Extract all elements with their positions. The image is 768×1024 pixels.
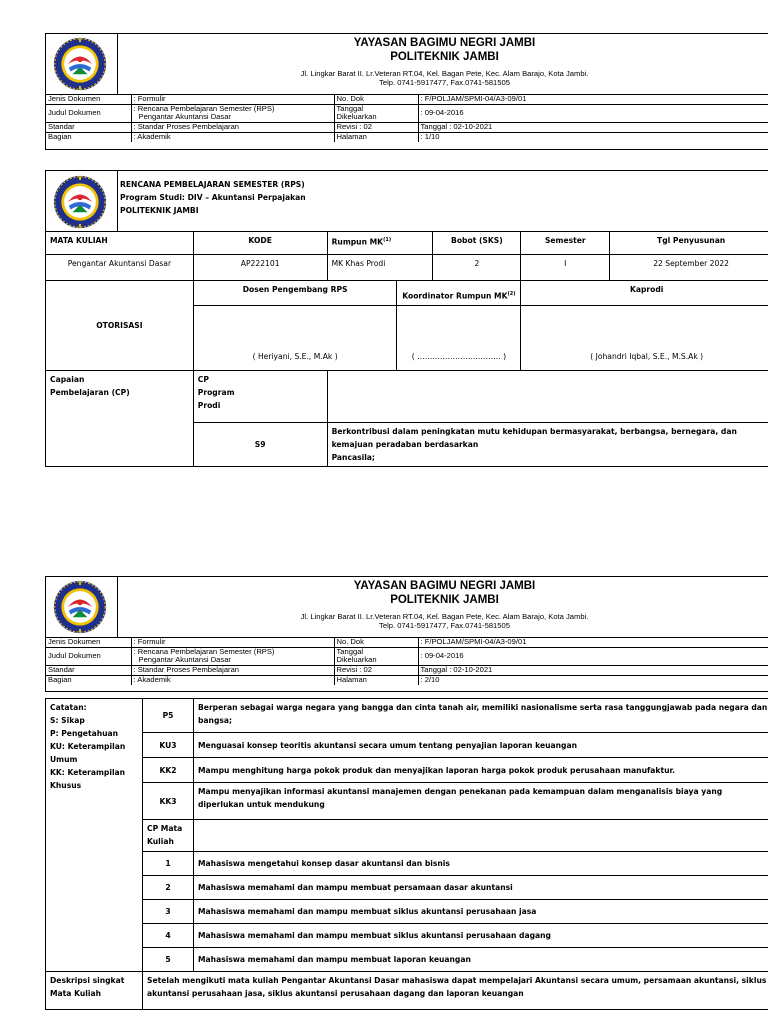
nodok-value: : F/POLJAM/SPMI-04/A3-09/01 bbox=[418, 637, 768, 647]
judul-label: Judul Dokumen bbox=[46, 104, 131, 122]
s9-code: S9 bbox=[193, 422, 327, 466]
halaman-label: Halaman bbox=[334, 132, 418, 142]
cpmk-text: Mahasiswa memahami dan mampu membuat laporan keuangan bbox=[194, 948, 768, 972]
ku3-code: KU3 bbox=[143, 733, 194, 758]
desc-label: Deskripsi singkat Mata Kuliah bbox=[46, 972, 143, 1010]
ku3-text: Menguasai konsep teoritis akuntansi secara umum tentang penyajian laporan keuangan bbox=[194, 733, 768, 758]
p5-code: P5 bbox=[143, 699, 194, 733]
kaprodi-label: Kaprodi bbox=[521, 281, 768, 306]
note-line: KK: Keterampilan bbox=[50, 768, 126, 777]
col-bobot: Bobot (SKS) bbox=[433, 232, 521, 255]
dosen-name: ( Heriyani, S.E., M.Ak ) bbox=[193, 305, 397, 370]
standar-label: Standar bbox=[46, 122, 131, 132]
kk2-code: KK2 bbox=[143, 758, 194, 783]
notes-cell bbox=[46, 699, 143, 972]
note-line: Khusus bbox=[50, 781, 82, 790]
nodok-label: No. Dok bbox=[334, 637, 418, 647]
standar-value: : Standar Proses Pembelajaran bbox=[131, 665, 334, 675]
judul-value: : Rencana Pembelajaran Semester (RPS) Pengantar Akuntansi Dasar bbox=[131, 647, 334, 665]
jenis-label: Jenis Dokumen bbox=[46, 94, 131, 104]
judul-value: : Rencana Pembelajaran Semester (RPS) Pengantar Akuntansi Dasar bbox=[131, 104, 334, 122]
revisi-value: Tanggal : 02-10-2021 bbox=[418, 665, 768, 675]
cpmk-text: Mahasiswa memahami dan mampu membuat siklus akuntansi perusahaan jasa bbox=[194, 900, 768, 924]
col-rumpun: Rumpun MK$^{(1)}$ bbox=[327, 232, 433, 255]
rps-logo-icon bbox=[46, 171, 118, 232]
tanggal-value: : 09-04-2016 bbox=[418, 647, 768, 665]
bagian-label: Bagian bbox=[46, 132, 131, 142]
revisi-label: Revisi : 02 bbox=[334, 122, 418, 132]
kaprodi-name: ( Johandri Iqbal, S.E., M.S.Ak ) bbox=[521, 305, 768, 370]
header-top bbox=[46, 34, 768, 95]
cp-label: Capaian Pembelajaran (CP) bbox=[46, 370, 194, 466]
rps-title: RENCANA PEMBELAJARAN SEMESTER (RPS) bbox=[120, 180, 305, 189]
cpmk-no: 3 bbox=[143, 900, 194, 924]
koord-name: ( …………………………… ) bbox=[397, 305, 521, 370]
institution-name: POLITEKNIK JAMBI bbox=[390, 594, 499, 606]
cp-prodi-cell bbox=[327, 370, 768, 422]
cpmk-label: CP Mata Kuliah bbox=[143, 820, 194, 852]
note-line: Catatan: bbox=[50, 703, 87, 712]
note-line: S: Sikap bbox=[50, 716, 85, 725]
rps-course-table bbox=[45, 231, 768, 467]
col-semester: Semester bbox=[521, 232, 610, 255]
bagian-label: Bagian bbox=[46, 675, 131, 685]
address: Jl. Lingkar Barat II. Lr.Veteran RT.04, Kel. Bagan Pete, Kec. Alam Barajo, Kota Jambi. bbox=[300, 69, 589, 78]
foundation-name: YAYASAN BAGIMU NEGRI JAMBI bbox=[353, 580, 536, 592]
col-kode: KODE bbox=[193, 232, 327, 255]
standar-label: Standar bbox=[46, 665, 131, 675]
halaman-label: Halaman bbox=[334, 675, 418, 685]
revisi-label: Revisi : 02 bbox=[334, 665, 418, 675]
cp-prodi-label: CP Program Prodi bbox=[193, 370, 327, 422]
kk2-text: Mampu menghitung harga pokok produk dan menyajikan laporan harga pokok produk perusahaan manufaktur. bbox=[194, 758, 768, 783]
jenis-value: : Formulir bbox=[131, 637, 334, 647]
cpmk-text: Mahasiswa memahami dan mampu membuat siklus akuntansi perusahaan dagang bbox=[194, 924, 768, 948]
desc-text: Setelah mengikuti mata kuliah Pengantar Akuntansi Dasar mahasiswa dapat mempelajari Akuntansi secara umum, persamaan akuntansi, siklus akuntansi perusahaan jasa, siklus akuntansi perusahaan dagang dan laporan keuangan bbox=[143, 972, 768, 1010]
cpmk-no: 2 bbox=[143, 876, 194, 900]
address: Jl. Lingkar Barat II. Lr.Veteran RT.04, Kel. Bagan Pete, Kec. Alam Barajo, Kota Jambi. bbox=[300, 612, 589, 621]
col-tgl: Tgl Penyusunan bbox=[610, 232, 768, 255]
standar-value: : Standar Proses Pembelajaran bbox=[131, 122, 334, 132]
cpmk-no: 1 bbox=[143, 852, 194, 876]
notes-list bbox=[50, 701, 138, 792]
note-line: Umum bbox=[50, 755, 78, 764]
document-meta-table bbox=[46, 637, 768, 685]
p5-text: Berperan sebagai warga negara yang bangga dan cinta tanah air, memiliki nasionalisme serta rasa tanggungjawab pada negara dan bangsa; bbox=[194, 699, 768, 733]
halaman-value: : 1/10 bbox=[418, 132, 768, 142]
page-1-header bbox=[45, 33, 768, 150]
note-line: KU: Keterampilan bbox=[50, 742, 126, 751]
phone: Telp. 0741-5917477, Fax.0741-581505 bbox=[379, 621, 510, 630]
cpmk-no: 4 bbox=[143, 924, 194, 948]
rps-program: Program Studi: DIV – Akuntansi Perpajakan bbox=[120, 193, 306, 202]
jenis-value: : Formulir bbox=[131, 94, 334, 104]
phone: Telp. 0741-5917477, Fax.0741-581505 bbox=[379, 78, 510, 87]
koord-label: Koordinator Rumpun MK$^{(2)}$ bbox=[397, 281, 521, 306]
cpmk-no: 5 bbox=[143, 948, 194, 972]
nodok-value: : F/POLJAM/SPMI-04/A3-09/01 bbox=[418, 94, 768, 104]
course-semester: I bbox=[521, 255, 610, 281]
cp-detail-table bbox=[45, 698, 768, 1010]
s9-text: Berkontribusi dalam peningkatan mutu kehidupan bermasyarakat, berbangsa, bernegara, dan kemajuan peradaban berdasarkan Pancasila; bbox=[327, 422, 768, 466]
rps-school: POLITEKNIK JAMBI bbox=[120, 206, 199, 215]
note-line: P: Pengetahuan bbox=[50, 729, 119, 738]
course-name: Pengantar Akuntansi Dasar bbox=[46, 255, 194, 281]
course-code: AP222101 bbox=[193, 255, 327, 281]
col-mata-kuliah: MATA KULIAH bbox=[46, 232, 194, 255]
revisi-value: Tanggal : 02-10-2021 bbox=[418, 122, 768, 132]
tanggal-value: : 09-04-2016 bbox=[418, 104, 768, 122]
institution-logo-icon bbox=[46, 34, 118, 94]
cpmk-text: Mahasiswa mengetahui konsep dasar akuntansi dan bisnis bbox=[194, 852, 768, 876]
page-2-header bbox=[45, 576, 768, 692]
halaman-value: : 2/10 bbox=[418, 675, 768, 685]
tanggal-label: Tanggal Dikeluarkan bbox=[334, 104, 418, 122]
course-date: 22 September 2022 bbox=[610, 255, 768, 281]
cpmk-label-cell bbox=[194, 820, 768, 852]
cpmk-text: Mahasiswa memahami dan mampu membuat persamaan dasar akuntansi bbox=[194, 876, 768, 900]
rps-title-block bbox=[45, 170, 768, 232]
jenis-label: Jenis Dokumen bbox=[46, 637, 131, 647]
header-top bbox=[46, 577, 768, 638]
kk3-code: KK3 bbox=[143, 783, 194, 820]
bagian-value: : Akademik bbox=[131, 132, 334, 142]
bagian-value: : Akademik bbox=[131, 675, 334, 685]
dosen-label: Dosen Pengembang RPS bbox=[193, 281, 397, 306]
foundation-name: YAYASAN BAGIMU NEGRI JAMBI bbox=[353, 37, 536, 49]
document-meta-table bbox=[46, 94, 768, 142]
otorisasi-label: OTORISASI bbox=[46, 281, 194, 371]
judul-label: Judul Dokumen bbox=[46, 647, 131, 665]
nodok-label: No. Dok bbox=[334, 94, 418, 104]
institution-logo-icon bbox=[46, 577, 118, 637]
institution-name: POLITEKNIK JAMBI bbox=[390, 51, 499, 63]
kk3-text: Mampu menyajikan informasi akuntansi manajemen dengan penekanan pada kemampuan dalam menganalisis biaya yang diperlukan untuk mendukung bbox=[194, 783, 768, 820]
tanggal-label: Tanggal Dikeluarkan bbox=[334, 647, 418, 665]
course-rumpun: MK Khas Prodi bbox=[327, 255, 433, 281]
course-bobot: 2 bbox=[433, 255, 521, 281]
